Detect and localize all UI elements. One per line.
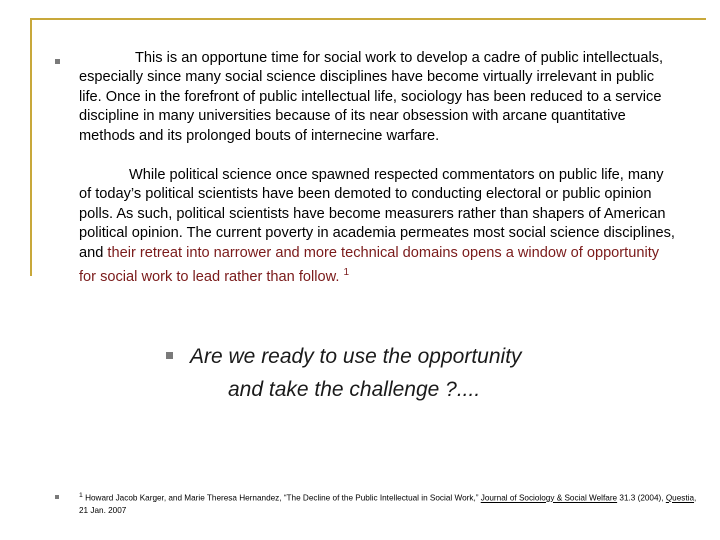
footnote-reference: 1 [343, 267, 350, 279]
footnote-marker: 1 [79, 492, 83, 499]
footnote-bullet-icon [55, 495, 59, 499]
paragraph-highlight-text: their retreat into narrower and more technical domains opens a window of opportunity for social work to lead rather than follow. [79, 244, 660, 285]
question-line-1: Are we ready to use the opportunity [190, 345, 522, 368]
footnote-citation: Howard Jacob Karger, and Marie Theresa Hernandez, “The Decline of the Public Intellectual in Social Work,” [85, 493, 481, 503]
frame-top-line [30, 18, 706, 20]
footnote-journal-link[interactable]: Journal of Sociology & Social Welfare [480, 493, 618, 503]
footnote-date: , 21 Jan. 2007 [79, 493, 697, 515]
question-bullet-icon [166, 352, 173, 359]
question-line-2: and take the challenge ?.... [228, 378, 481, 401]
footnote-source-link[interactable]: Questia [665, 493, 695, 503]
main-paragraph-intro [79, 49, 679, 146]
main-paragraph-second [79, 166, 679, 287]
paragraph-second-text: While political science once spawned respected commentators on public life, many of today’s political scientists have been demoted to conducting electoral or public opinion polls. As such, political scientists have become measurers rather than shapers of American political opinion. The current poverty in academia permeates most social science disciplines, and [79, 167, 675, 261]
paragraph-intro-text: This is an opportune time for social work to develop a cadre of public intellectuals, especially since many social science disciplines have become virtually irrelevant in public life. Once in the forefront of public intellectual life, sociology has been reduced to a service discipline in many universities because of its near obsession with arcane quantitative methods and its prolonged bouts of internecine warfare. [79, 50, 664, 144]
bullet-icon [55, 59, 60, 64]
question-block [190, 340, 610, 406]
footnote [79, 490, 699, 517]
frame-left-line [30, 18, 32, 276]
footnote-volume: 31.3 (2004), [617, 493, 666, 503]
